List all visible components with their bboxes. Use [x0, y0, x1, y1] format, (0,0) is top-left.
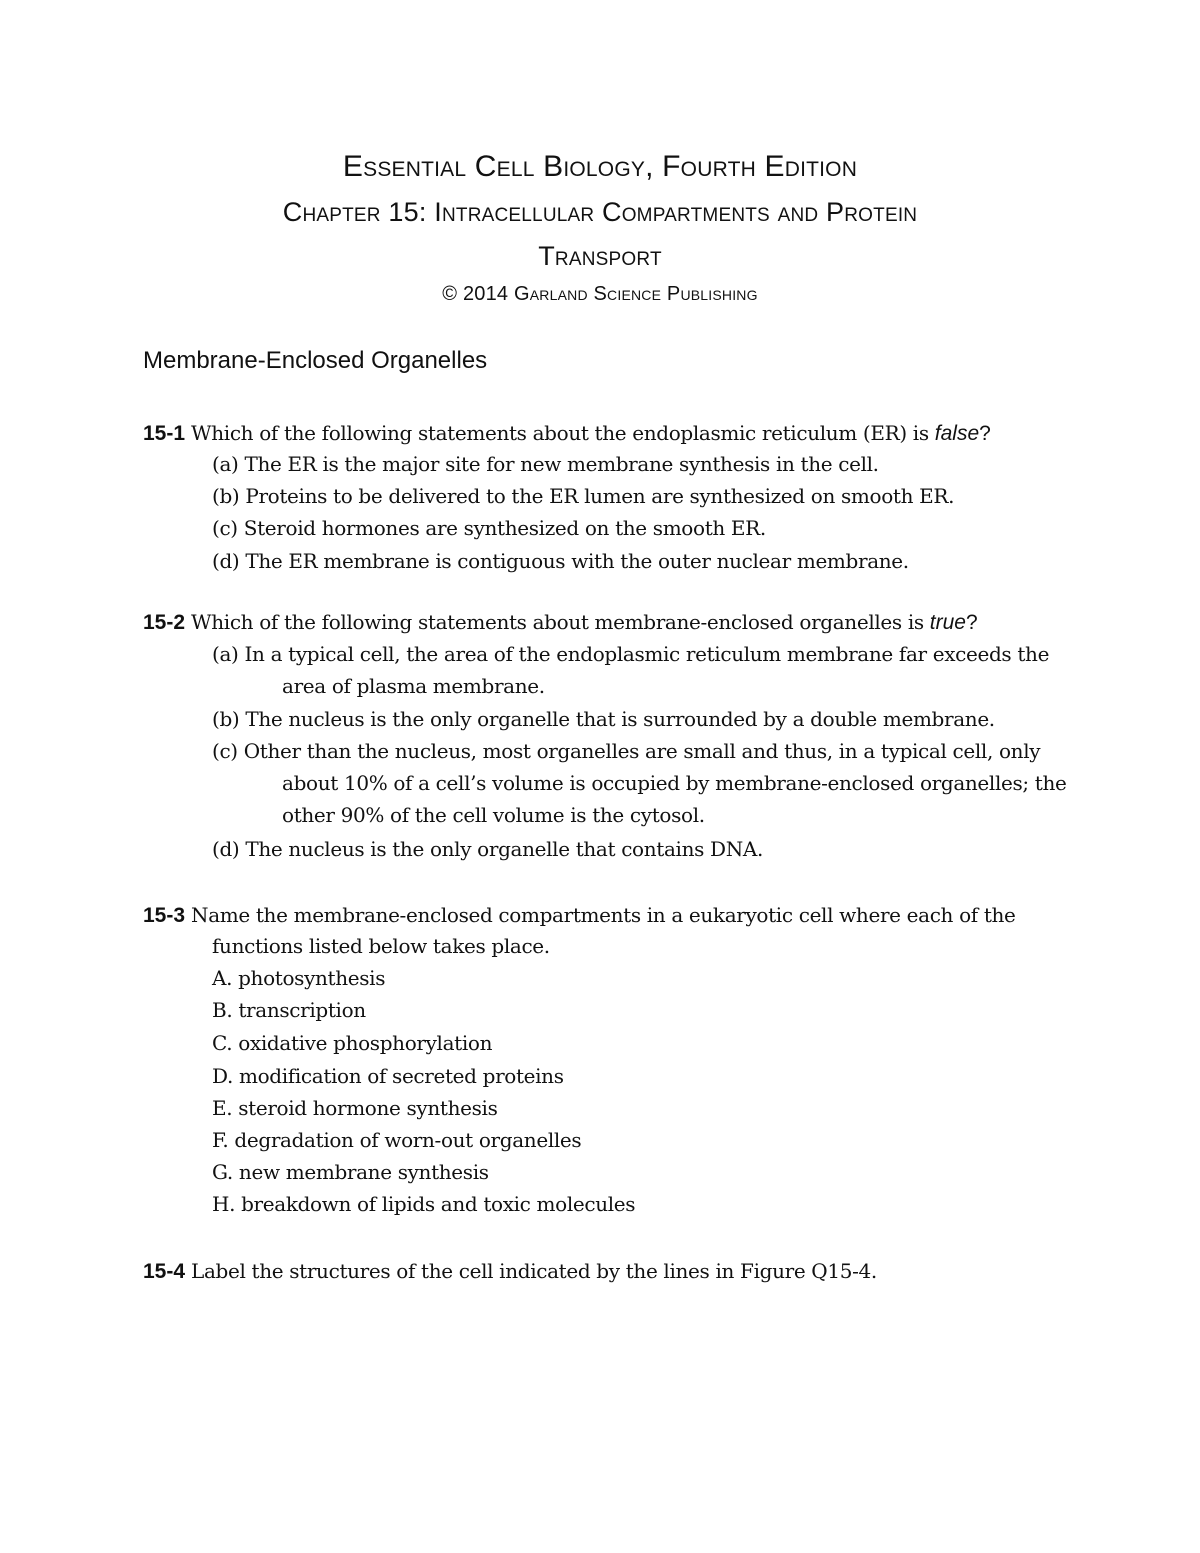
question-mark: ?	[979, 422, 991, 445]
option-b: (b) Proteins to be delivered to the ER lumen are synthesized on smooth ER.	[212, 484, 955, 508]
option-d: (d) The ER membrane is contiguous with the outer nuclear membrane.	[212, 549, 909, 573]
section-heading: Membrane-Enclosed Organelles	[143, 347, 488, 374]
option-d: (d) The nucleus is the only organelle that contains DNA.	[212, 837, 763, 861]
emphasis-text: true	[929, 611, 966, 634]
question-text: Name the membrane-enclosed compartments in a eukaryotic cell where each of the	[185, 903, 1016, 927]
emphasis-text: false	[934, 422, 980, 445]
chapter-title-line1: Chapter 15: Intracellular Compartments and Protein	[282, 197, 918, 227]
document-title: Essential Cell Biology, Fourth Edition	[342, 150, 858, 183]
question-15-3-stem	[143, 902, 1016, 929]
option-c: (c) Steroid hormones are synthesized on the smooth ER.	[212, 516, 766, 540]
list-item: C. oxidative phosphorylation	[212, 1031, 493, 1055]
question-15-4-stem	[143, 1258, 877, 1285]
option-c-continued: about 10% of a cell’s volume is occupied by membrane-enclosed organelles; the	[282, 771, 1067, 795]
option-c: (c) Other than the nucleus, most organelles are small and thus, in a typical cell, only	[212, 739, 1041, 763]
list-item: E. steroid hormone synthesis	[212, 1096, 498, 1120]
option-b: (b) The nucleus is the only organelle that is surrounded by a double membrane.	[212, 707, 995, 731]
list-item: D. modification of secreted proteins	[212, 1064, 564, 1088]
question-number: 15-1	[143, 422, 186, 445]
question-15-3-stem-continued: functions listed below takes place.	[212, 934, 550, 958]
question-15-2-stem	[143, 609, 978, 636]
list-item: G. new membrane synthesis	[212, 1160, 489, 1184]
question-15-1-stem	[143, 420, 991, 447]
copyright-notice: © 2014 Garland Science Publishing	[442, 283, 758, 305]
option-a: (a) The ER is the major site for new membrane synthesis in the cell.	[212, 452, 879, 476]
option-a: (a) In a typical cell, the area of the endoplasmic reticulum membrane far exceeds the	[212, 642, 1050, 666]
list-item: F. degradation of worn-out organelles	[212, 1128, 582, 1152]
question-number: 15-2	[143, 611, 186, 634]
option-c-continued: other 90% of the cell volume is the cytosol.	[282, 803, 705, 827]
list-item: H. breakdown of lipids and toxic molecules	[212, 1192, 636, 1216]
question-text: Which of the following statements about membrane-enclosed organelles is	[185, 610, 930, 634]
question-number: 15-3	[143, 904, 186, 927]
question-text: Which of the following statements about the endoplasmic reticulum (ER) is	[185, 421, 935, 445]
list-item: A. photosynthesis	[212, 966, 386, 990]
list-item: B. transcription	[212, 998, 366, 1022]
question-number: 15-4	[143, 1260, 186, 1283]
question-text: Label the structures of the cell indicated by the lines in Figure Q15-4.	[185, 1259, 877, 1283]
question-mark: ?	[965, 611, 978, 634]
chapter-title-line2: Transport	[538, 241, 662, 271]
option-a-continued: area of plasma membrane.	[282, 674, 545, 698]
